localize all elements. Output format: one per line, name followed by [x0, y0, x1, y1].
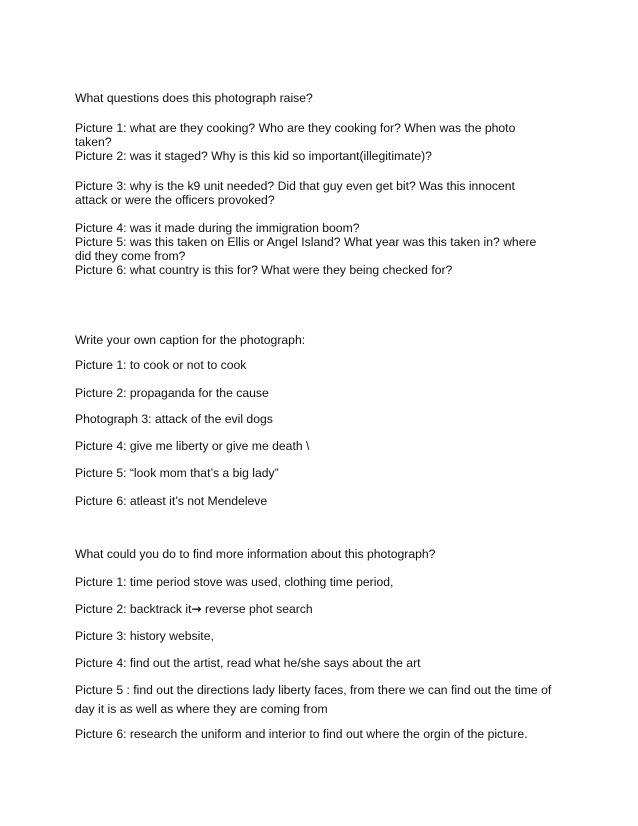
question-picture-6: Picture 6: what country is this for? What were they being checked for? — [75, 263, 453, 277]
caption-picture-6: Picture 6: atleast it’s not Mendeleve — [75, 494, 268, 508]
question-picture-2: Picture 2: was it staged? Why is this kid so important(illegitimate)? — [75, 149, 432, 163]
research-picture-3: Picture 3: history website, — [75, 629, 214, 643]
caption-picture-4: Picture 4: give me liberty or give me death \ — [75, 439, 310, 453]
research-picture-2 — [75, 602, 565, 616]
question-picture-3: Picture 3: why is the k9 unit needed? Did that guy even get bit? Was this innocent attack or were the officers provoked? — [75, 179, 515, 207]
research-picture-6: Picture 6: research the uniform and interior to find out where the orgin of the picture. — [75, 727, 528, 741]
research-picture-1: Picture 1: time period stove was used, clothing time period, — [75, 575, 394, 589]
caption-picture-2: Picture 2: propaganda for the cause — [75, 386, 269, 400]
captions-heading: Write your own caption for the photograph: — [75, 333, 306, 347]
research-picture-2-text: Picture 2: backtrack it — [75, 602, 192, 616]
caption-picture-5: Picture 5: “look mom that’s a big lady” — [75, 466, 279, 480]
questions-heading: What questions does this photograph raise? — [75, 91, 313, 105]
research-picture-5: Picture 5 : find out the directions lady liberty faces, from there we can find out the time of day it is as well as where they are coming from — [75, 683, 552, 716]
research-picture-4: Picture 4: find out the artist, read what he/she says about the art — [75, 656, 421, 670]
question-picture-1: Picture 1: what are they cooking? Who are they cooking for? When was the photo taken? — [75, 121, 516, 149]
research-heading: What could you do to find more information about this photograph? — [75, 547, 436, 561]
research-picture-2-method: reverse phot search — [201, 602, 313, 616]
caption-photograph-3: Photograph 3: attack of the evil dogs — [75, 412, 273, 426]
caption-picture-1: Picture 1: to cook or not to cook — [75, 358, 247, 372]
question-picture-5: Picture 5: was this taken on Ellis or Angel Island? What year was this taken in? where did they come from? — [75, 235, 537, 263]
question-picture-4: Picture 4: was it made during the immigration boom? — [75, 221, 360, 235]
right-arrow-icon: → — [191, 602, 202, 616]
